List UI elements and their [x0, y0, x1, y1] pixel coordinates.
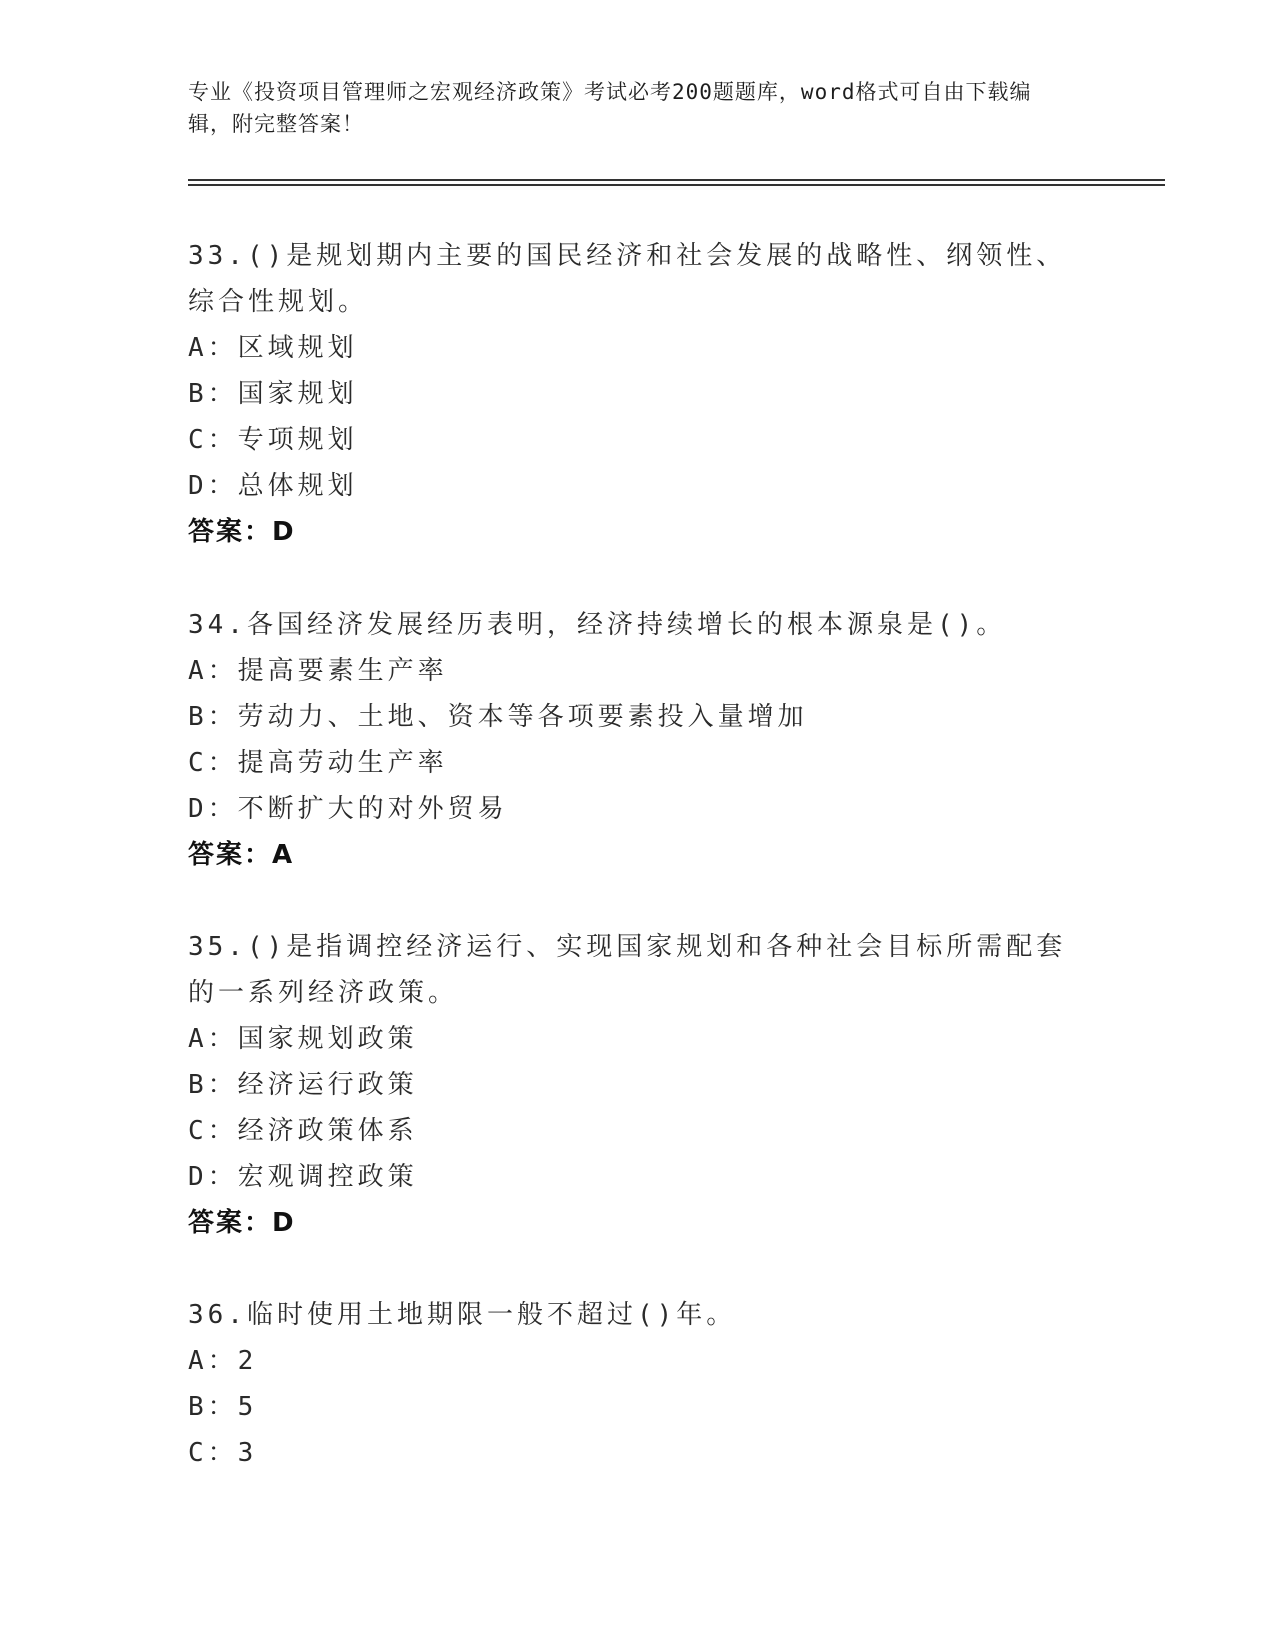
option-a: A：区域规划 — [188, 333, 358, 363]
question-34 — [188, 602, 1088, 878]
option-a: A：2 — [188, 1346, 258, 1376]
option-d: D：总体规划 — [188, 471, 358, 501]
option-b: B：国家规划 — [188, 379, 358, 409]
option-a: A：国家规划政策 — [188, 1024, 418, 1054]
question-stem: 34.各国经济发展经历表明，经济持续增长的根本源泉是()。 — [188, 610, 1007, 640]
option-d: D：宏观调控政策 — [188, 1162, 418, 1192]
answer-line: 答案：D — [188, 517, 296, 547]
header-divider-top — [188, 179, 1165, 181]
option-c: C：经济政策体系 — [188, 1116, 418, 1146]
option-c: C：提高劳动生产率 — [188, 748, 448, 778]
header-intro-text: 专业《投资项目管理师之宏观经济政策》考试必考200题题库，word格式可自由下载编辑，附完整答案！ — [188, 80, 1032, 136]
question-stem: 36.临时使用土地期限一般不超过()年。 — [188, 1300, 737, 1330]
option-d: D：不断扩大的对外贸易 — [188, 794, 508, 824]
option-b: B：经济运行政策 — [188, 1070, 418, 1100]
document-header — [188, 76, 1068, 140]
answer-line: 答案：D — [188, 1208, 296, 1238]
question-stem: 35.()是指调控经济运行、实现国家规划和各种社会目标所需配套的一系列经济政策。 — [188, 932, 1067, 1008]
question-33 — [188, 233, 1088, 555]
answer-line: 答案：A — [188, 840, 295, 870]
question-36 — [188, 1292, 1088, 1476]
option-c: C：3 — [188, 1438, 258, 1468]
option-b: B：劳动力、土地、资本等各项要素投入量增加 — [188, 702, 808, 732]
header-divider-bottom — [188, 184, 1165, 186]
question-stem: 33.()是规划期内主要的国民经济和社会发展的战略性、纲领性、综合性规划。 — [188, 241, 1067, 317]
option-b: B：5 — [188, 1392, 258, 1422]
question-35 — [188, 924, 1088, 1246]
option-c: C：专项规划 — [188, 425, 358, 455]
option-a: A：提高要素生产率 — [188, 656, 448, 686]
